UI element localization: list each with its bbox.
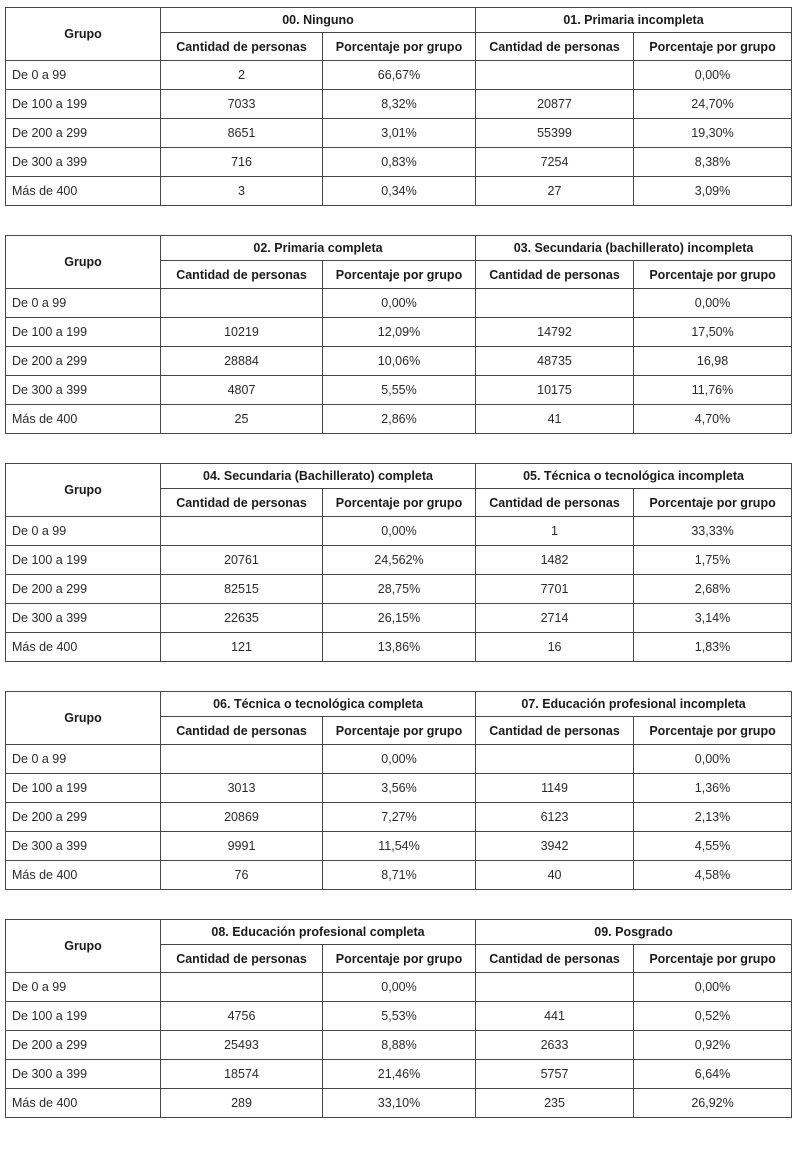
table-row: [6, 61, 792, 90]
cell-cantidad-left: 3: [161, 177, 323, 206]
cell-cantidad-right: [476, 289, 634, 318]
header-row-titles: [6, 8, 792, 33]
table-row: [6, 803, 792, 832]
cell-porcentaje-right: 0,52%: [634, 1002, 792, 1031]
cell-porcentaje-left: 5,55%: [323, 376, 476, 405]
cell-cantidad-left: 20869: [161, 803, 323, 832]
cell-cantidad-left: 289: [161, 1089, 323, 1118]
cell-porcentaje-right: 3,14%: [634, 604, 792, 633]
row-label: De 200 a 299: [6, 575, 161, 604]
cell-cantidad-right: [476, 61, 634, 90]
cell-cantidad-right: [476, 745, 634, 774]
cell-cantidad-left: 4807: [161, 376, 323, 405]
cell-cantidad-right: 40: [476, 861, 634, 890]
cell-porcentaje-left: 8,32%: [323, 90, 476, 119]
cell-porcentaje-right: 6,64%: [634, 1060, 792, 1089]
group-column-header: Grupo: [6, 920, 161, 973]
cell-cantidad-left: [161, 745, 323, 774]
row-label: De 0 a 99: [6, 745, 161, 774]
cell-cantidad-right: 6123: [476, 803, 634, 832]
row-label: De 100 a 199: [6, 90, 161, 119]
cell-porcentaje-left: 21,46%: [323, 1060, 476, 1089]
education-stat-table-4: [5, 919, 792, 1118]
table-row: [6, 973, 792, 1002]
right-category-title: 03. Secundaria (bachillerato) incompleta: [476, 236, 792, 261]
subheader-cantidad: Cantidad de personas: [476, 261, 634, 289]
cell-porcentaje-left: 0,34%: [323, 177, 476, 206]
row-label: De 300 a 399: [6, 148, 161, 177]
table-row: [6, 289, 792, 318]
left-category-title: 08. Educación profesional completa: [161, 920, 476, 945]
group-column-header: Grupo: [6, 236, 161, 289]
cell-cantidad-right: 48735: [476, 347, 634, 376]
row-label: Más de 400: [6, 1089, 161, 1118]
cell-porcentaje-right: 1,75%: [634, 546, 792, 575]
subheader-cantidad: Cantidad de personas: [476, 717, 634, 745]
table-row: [6, 347, 792, 376]
cell-cantidad-left: [161, 289, 323, 318]
table-row: [6, 1002, 792, 1031]
row-label: De 300 a 399: [6, 1060, 161, 1089]
cell-cantidad-right: 10175: [476, 376, 634, 405]
cell-cantidad-left: 3013: [161, 774, 323, 803]
cell-porcentaje-right: 4,70%: [634, 405, 792, 434]
row-label: Más de 400: [6, 177, 161, 206]
subheader-porcentaje: Porcentaje por grupo: [323, 261, 476, 289]
right-category-title: 07. Educación profesional incompleta: [476, 692, 792, 717]
cell-cantidad-left: [161, 517, 323, 546]
cell-porcentaje-right: 16,98: [634, 347, 792, 376]
cell-porcentaje-right: 0,00%: [634, 745, 792, 774]
subheader-porcentaje: Porcentaje por grupo: [634, 489, 792, 517]
cell-cantidad-right: 1482: [476, 546, 634, 575]
table-row: [6, 148, 792, 177]
row-label: De 300 a 399: [6, 832, 161, 861]
group-column-header: Grupo: [6, 8, 161, 61]
row-label: De 0 a 99: [6, 973, 161, 1002]
table-row: [6, 405, 792, 434]
cell-porcentaje-right: 2,68%: [634, 575, 792, 604]
cell-porcentaje-right: 0,92%: [634, 1031, 792, 1060]
left-category-title: 02. Primaria completa: [161, 236, 476, 261]
cell-porcentaje-left: 8,71%: [323, 861, 476, 890]
cell-cantidad-left: 4756: [161, 1002, 323, 1031]
cell-porcentaje-right: 3,09%: [634, 177, 792, 206]
cell-cantidad-left: 8651: [161, 119, 323, 148]
cell-porcentaje-right: 19,30%: [634, 119, 792, 148]
row-label: De 0 a 99: [6, 61, 161, 90]
cell-cantidad-left: 76: [161, 861, 323, 890]
cell-cantidad-right: 7254: [476, 148, 634, 177]
table-row: [6, 861, 792, 890]
cell-porcentaje-left: 3,56%: [323, 774, 476, 803]
header-row-titles: [6, 920, 792, 945]
row-label: Más de 400: [6, 405, 161, 434]
cell-porcentaje-left: 0,00%: [323, 745, 476, 774]
cell-cantidad-left: 121: [161, 633, 323, 662]
subheader-porcentaje: Porcentaje por grupo: [323, 717, 476, 745]
subheader-porcentaje: Porcentaje por grupo: [634, 717, 792, 745]
row-label: De 200 a 299: [6, 119, 161, 148]
cell-cantidad-left: 716: [161, 148, 323, 177]
cell-porcentaje-right: 11,76%: [634, 376, 792, 405]
cell-porcentaje-left: 5,53%: [323, 1002, 476, 1031]
cell-porcentaje-left: 26,15%: [323, 604, 476, 633]
cell-porcentaje-left: 33,10%: [323, 1089, 476, 1118]
education-stat-table-0: [5, 7, 792, 206]
cell-porcentaje-right: 0,00%: [634, 61, 792, 90]
cell-porcentaje-left: 8,88%: [323, 1031, 476, 1060]
cell-porcentaje-left: 7,27%: [323, 803, 476, 832]
table-row: [6, 177, 792, 206]
cell-cantidad-right: 1: [476, 517, 634, 546]
subheader-cantidad: Cantidad de personas: [161, 489, 323, 517]
cell-porcentaje-right: 8,38%: [634, 148, 792, 177]
cell-porcentaje-left: 3,01%: [323, 119, 476, 148]
cell-porcentaje-right: 26,92%: [634, 1089, 792, 1118]
right-category-title: 09. Posgrado: [476, 920, 792, 945]
subheader-cantidad: Cantidad de personas: [161, 945, 323, 973]
row-label: De 200 a 299: [6, 803, 161, 832]
cell-cantidad-left: 22635: [161, 604, 323, 633]
table-row: [6, 575, 792, 604]
cell-porcentaje-right: 33,33%: [634, 517, 792, 546]
subheader-cantidad: Cantidad de personas: [161, 261, 323, 289]
cell-porcentaje-left: 11,54%: [323, 832, 476, 861]
cell-cantidad-left: 82515: [161, 575, 323, 604]
row-label: De 100 a 199: [6, 1002, 161, 1031]
row-label: De 300 a 399: [6, 376, 161, 405]
education-stat-table-2: [5, 463, 792, 662]
cell-porcentaje-right: 1,36%: [634, 774, 792, 803]
cell-porcentaje-left: 66,67%: [323, 61, 476, 90]
cell-porcentaje-right: 1,83%: [634, 633, 792, 662]
education-stat-table-3: [5, 691, 792, 890]
header-row-titles: [6, 236, 792, 261]
cell-cantidad-right: 2633: [476, 1031, 634, 1060]
education-stat-table-1: [5, 235, 792, 434]
cell-cantidad-right: 27: [476, 177, 634, 206]
cell-cantidad-right: 5757: [476, 1060, 634, 1089]
row-label: De 300 a 399: [6, 604, 161, 633]
row-label: De 0 a 99: [6, 517, 161, 546]
cell-cantidad-left: 28884: [161, 347, 323, 376]
cell-porcentaje-left: 10,06%: [323, 347, 476, 376]
table-row: [6, 1060, 792, 1089]
table-row: [6, 90, 792, 119]
cell-porcentaje-right: 0,00%: [634, 973, 792, 1002]
row-label: De 200 a 299: [6, 1031, 161, 1060]
cell-cantidad-left: 18574: [161, 1060, 323, 1089]
cell-porcentaje-left: 13,86%: [323, 633, 476, 662]
left-category-title: 00. Ninguno: [161, 8, 476, 33]
tables-container: [5, 7, 791, 1118]
left-category-title: 04. Secundaria (Bachillerato) completa: [161, 464, 476, 489]
cell-cantidad-right: 2714: [476, 604, 634, 633]
cell-cantidad-left: 25493: [161, 1031, 323, 1060]
table-row: [6, 745, 792, 774]
table-row: [6, 633, 792, 662]
cell-cantidad-right: [476, 973, 634, 1002]
cell-cantidad-left: 20761: [161, 546, 323, 575]
cell-porcentaje-left: 24,562%: [323, 546, 476, 575]
cell-porcentaje-left: 28,75%: [323, 575, 476, 604]
table-row: [6, 318, 792, 347]
cell-cantidad-left: 2: [161, 61, 323, 90]
table-row: [6, 517, 792, 546]
cell-cantidad-right: 41: [476, 405, 634, 434]
cell-porcentaje-left: 0,00%: [323, 517, 476, 546]
right-category-title: 05. Técnica o tecnológica incompleta: [476, 464, 792, 489]
cell-cantidad-left: 25: [161, 405, 323, 434]
cell-cantidad-right: 20877: [476, 90, 634, 119]
cell-cantidad-left: 10219: [161, 318, 323, 347]
table-row: [6, 832, 792, 861]
cell-cantidad-left: [161, 973, 323, 1002]
subheader-porcentaje: Porcentaje por grupo: [634, 33, 792, 61]
cell-cantidad-right: 441: [476, 1002, 634, 1031]
row-label: De 100 a 199: [6, 774, 161, 803]
row-label: Más de 400: [6, 633, 161, 662]
cell-cantidad-right: 235: [476, 1089, 634, 1118]
table-row: [6, 1089, 792, 1118]
cell-cantidad-right: 55399: [476, 119, 634, 148]
cell-cantidad-right: 14792: [476, 318, 634, 347]
cell-cantidad-left: 7033: [161, 90, 323, 119]
right-category-title: 01. Primaria incompleta: [476, 8, 792, 33]
subheader-porcentaje: Porcentaje por grupo: [323, 33, 476, 61]
cell-porcentaje-right: 24,70%: [634, 90, 792, 119]
subheader-cantidad: Cantidad de personas: [161, 33, 323, 61]
subheader-porcentaje: Porcentaje por grupo: [323, 945, 476, 973]
header-row-titles: [6, 464, 792, 489]
table-row: [6, 1031, 792, 1060]
cell-porcentaje-left: 12,09%: [323, 318, 476, 347]
table-row: [6, 604, 792, 633]
cell-porcentaje-right: 2,13%: [634, 803, 792, 832]
subheader-cantidad: Cantidad de personas: [476, 945, 634, 973]
subheader-porcentaje: Porcentaje por grupo: [634, 261, 792, 289]
group-column-header: Grupo: [6, 692, 161, 745]
subheader-cantidad: Cantidad de personas: [476, 489, 634, 517]
cell-porcentaje-right: 4,55%: [634, 832, 792, 861]
cell-porcentaje-right: 4,58%: [634, 861, 792, 890]
subheader-cantidad: Cantidad de personas: [476, 33, 634, 61]
row-label: De 200 a 299: [6, 347, 161, 376]
subheader-cantidad: Cantidad de personas: [161, 717, 323, 745]
row-label: De 100 a 199: [6, 318, 161, 347]
cell-porcentaje-right: 17,50%: [634, 318, 792, 347]
cell-porcentaje-left: 0,83%: [323, 148, 476, 177]
row-label: De 0 a 99: [6, 289, 161, 318]
cell-cantidad-right: 3942: [476, 832, 634, 861]
table-row: [6, 774, 792, 803]
cell-porcentaje-left: 2,86%: [323, 405, 476, 434]
cell-porcentaje-left: 0,00%: [323, 289, 476, 318]
subheader-porcentaje: Porcentaje por grupo: [634, 945, 792, 973]
left-category-title: 06. Técnica o tecnológica completa: [161, 692, 476, 717]
cell-porcentaje-left: 0,00%: [323, 973, 476, 1002]
table-row: [6, 376, 792, 405]
cell-cantidad-right: 1149: [476, 774, 634, 803]
table-row: [6, 546, 792, 575]
row-label: De 100 a 199: [6, 546, 161, 575]
group-column-header: Grupo: [6, 464, 161, 517]
table-row: [6, 119, 792, 148]
row-label: Más de 400: [6, 861, 161, 890]
cell-porcentaje-right: 0,00%: [634, 289, 792, 318]
header-row-titles: [6, 692, 792, 717]
subheader-porcentaje: Porcentaje por grupo: [323, 489, 476, 517]
cell-cantidad-right: 16: [476, 633, 634, 662]
cell-cantidad-right: 7701: [476, 575, 634, 604]
cell-cantidad-left: 9991: [161, 832, 323, 861]
